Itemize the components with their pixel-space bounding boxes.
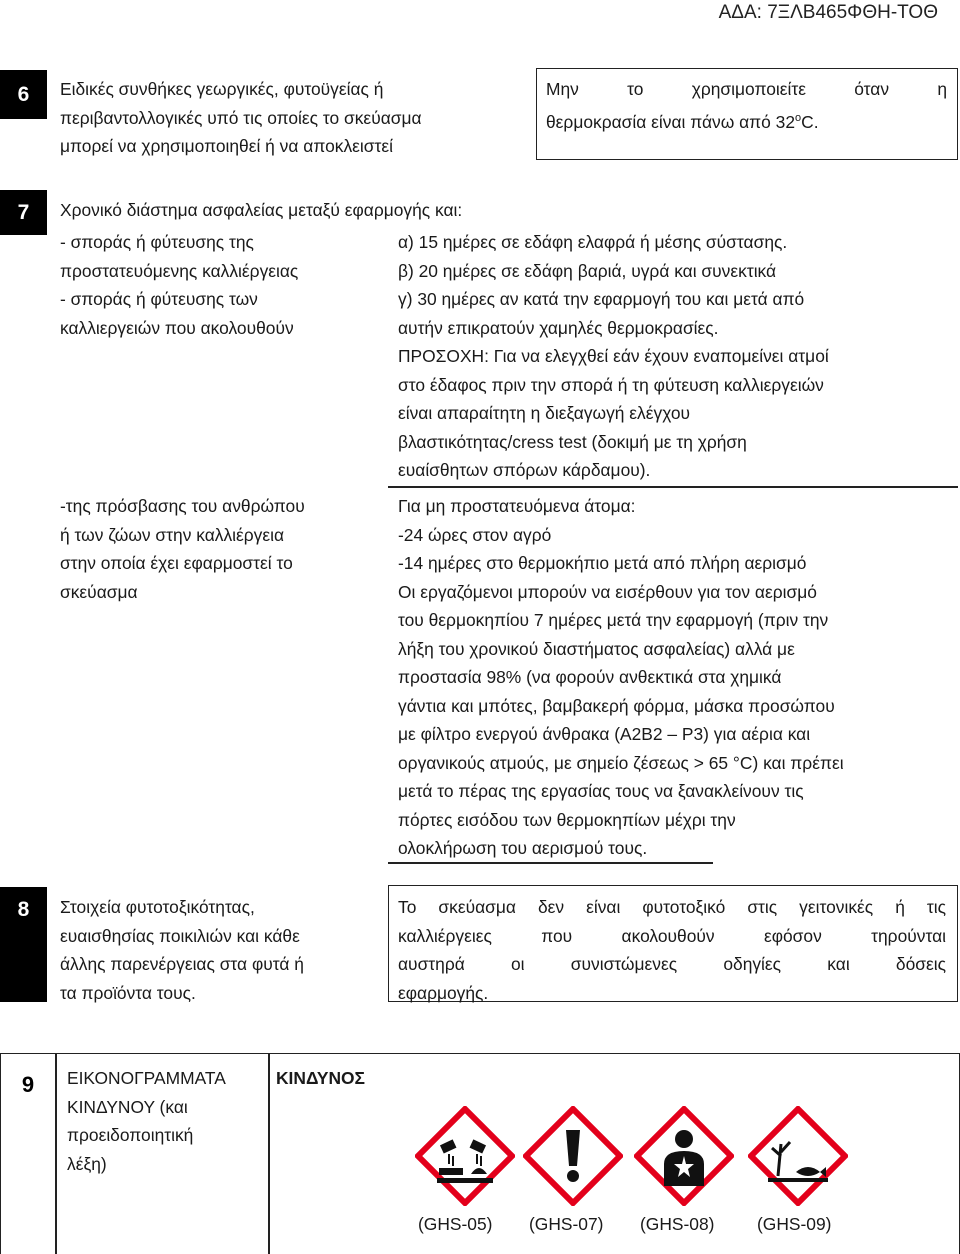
- pictogram-code-ghs08: (GHS-08): [640, 1214, 715, 1234]
- row-6-number: 6: [0, 70, 47, 119]
- row-9-divider-1: [55, 1053, 57, 1254]
- row-6-label: Ειδικές συνθήκες γεωργικές, φυτοϋγείας ή περιβαντολλογικές υπό τις οποίες το σκεύασμα μπορεί να χρησιμοποιηθεί ή να αποκλειστεί: [60, 79, 422, 156]
- row-9-divider-2: [268, 1053, 270, 1254]
- environment-icon: [748, 1106, 848, 1206]
- ada-code: ΑΔΑ: 7ΞΛΒ465ΦΘΗ-ΤΟΘ: [718, 2, 938, 23]
- pictogram-code-ghs07: (GHS-07): [529, 1214, 604, 1234]
- row-7-bottom-rule: [388, 862, 713, 864]
- row-7-divider: [388, 486, 958, 488]
- corrosion-icon: [415, 1106, 515, 1206]
- row-7-left-access: -της πρόσβασης του ανθρώπου ή των ζώων στην καλλιέργεια στην οποία έχει εφαρμοστεί το σκεύασμα: [60, 496, 305, 602]
- row-7-right-sowing: α) 15 ημέρες σε εδάφη ελαφρά ή μέσης σύστασης. β) 20 ημέρες σε εδάφη βαριά, υγρά και συνεκτικά γ) 30 ημέρες αν κατά την εφαρμογή του και μετά από αυτήν επικρατούν χαμηλές θερμοκρασίες. ΠΡΟΣΟΧΗ: Για να ελεγχθεί εάν έχουν εναπομείνει ατμοί στο έδαφος πριν την σπορά ή τη φύτευση καλλιεργειών είναι απαραίτητη η διεξαγωγή ελέγχου βλαστικότητας/cress test (δοκιμή με τη χρήση ευαίσθητων σπόρων κάρδαμου).: [398, 232, 829, 480]
- pictogram-code-ghs05: (GHS-05): [418, 1214, 493, 1234]
- row-9-number: 9: [21, 1072, 35, 1097]
- signal-word: ΚΙΝΔΥΝΟΣ: [276, 1068, 365, 1088]
- row-8-label: Στοιχεία φυτοτοξικότητας, ευαισθησίας ποικιλιών και κάθε άλλης παρενέργειας στα φυτά ή τα προϊόντα τους.: [60, 897, 304, 1003]
- row-6-value: Μην το χρησιμοποιείτε όταν η θερμοκρασία είναι πάνω από 32$^o$C.: [546, 79, 947, 132]
- row-7-number: 7: [0, 190, 47, 235]
- row-7-right-access: Για μη προστατευόμενα άτομα: -24 ώρες στον αγρό -14 ημέρες στο θερμοκήπιο μετά από πλήρη αερισμό Οι εργαζόμενοι μπορούν να εισέρθουν για τον αερισμό του θερμοκηπίου 7 ημέρες μετά την εφαρμογή (πριν την λήξη του χρονικού διαστήματος ασφαλείας) αλλά με προστασία 98% (να φορούν ανθεκτικά στα χημικά γάντια και μπότες, βαμβακερή φόρμα, μάσκα προσώπου με φίλτρο ενεργού άνθρακα (A2B2 – P3) για αέρια και οργανικούς ατμούς, με σημείο ζέσεως > 65 °C) και πρέπει μετά το πέρας της εργασίας τους να ξανακλείνουν τις πόρτες εισόδου των θερμοκηπίων μέχρι την ολοκλήρωση του αερισμού τους.: [398, 496, 844, 858]
- row-7-title: Χρονικό διάστημα ασφαλείας μεταξύ εφαρμογής και:: [60, 200, 463, 220]
- row-9-label: ΕΙΚΟΝΟΓΡΑΜΜΑΤΑ ΚΙΝΔΥΝΟΥ (και προειδοποιητική λέξη): [67, 1068, 226, 1174]
- health-hazard-icon: [634, 1106, 734, 1206]
- row-8-value: Το σκεύασμα δεν είναι φυτοτοξικό στις γειτονικές ή τις καλλιέργειες που ακολουθούν εφόσον τηρούνται αυστηρά οι συνιστώμενες οδηγίες και δόσεις εφαρμογής.: [398, 897, 946, 1003]
- row-7-left-sowing: - σποράς ή φύτευσης της προστατευόμενης καλλιέργειας - σποράς ή φύτευσης των καλλιεργειών που ακολουθούν: [60, 232, 299, 338]
- exclamation-icon: [523, 1106, 623, 1206]
- pictogram-code-ghs09: (GHS-09): [757, 1214, 832, 1234]
- row-8-number: 8: [0, 887, 47, 1002]
